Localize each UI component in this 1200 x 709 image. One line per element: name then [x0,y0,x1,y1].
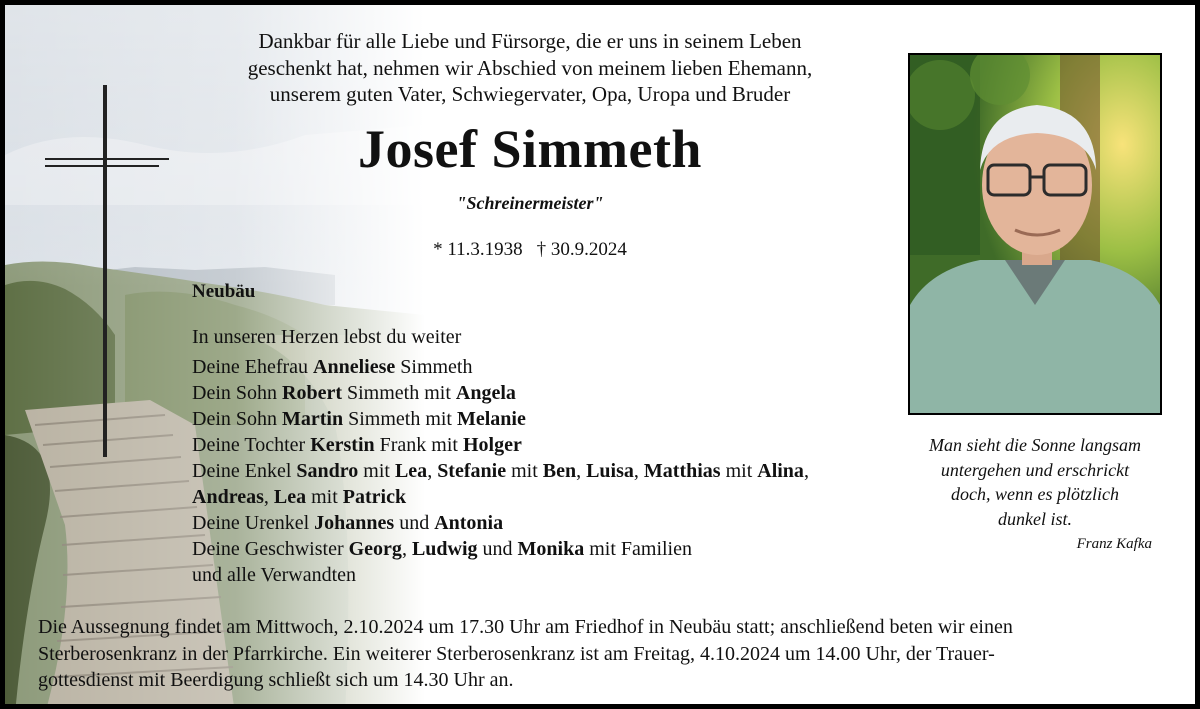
mourner-line: Deine Urenkel Johannes und Antonia [192,512,504,534]
mourner-line: Dein Sohn Robert Simmeth mit Angela [192,382,516,404]
quote-author: Franz Kafka [1076,536,1152,552]
mourner-line: Deine Enkel Sandro mit Lea, Stefanie mit Ben, Luisa, Matthias mit Alina, [192,460,809,482]
deceased-name: Josef Simmeth [358,119,702,179]
birth-date: * 11.3.1938 [433,239,523,260]
motto: In unseren Herzen lebst du weiter [192,326,462,348]
mourner-line: Deine Ehefrau Anneliese Simmeth [192,356,473,378]
mourner-line: Dein Sohn Martin Simmeth mit Melanie [192,408,526,430]
mourners-list [192,324,912,588]
mourner-line: Andreas, Lea mit Patrick [192,486,407,508]
life-dates [205,239,855,261]
place-name: Neubäu [192,281,256,302]
occupation-title: "Schreinermeister" [456,193,604,213]
mourner-line: Deine Geschwister Georg, Ludwig und Monika mit Familien [192,538,692,560]
quote: Man sieht die Sonne langsam untergehen und erschrickt doch, wenn es plötzlich dunkel ist. [929,435,1141,529]
death-date: † 30.9.2024 [536,239,627,260]
portrait-photo [908,53,1162,415]
mourner-line: und alle Verwandten [192,564,357,586]
intro-text: Dankbar für alle Liebe und Fürsorge, die er uns in seinem Leben geschenkt hat, nehmen wir Abschied von meinem lieben Ehemann, unserem guten Vater, Schwiegervater, Opa, Uropa und Bruder [247,29,813,106]
funeral-notice: Die Aussegnung findet am Mittwoch, 2.10.2024 um 17.30 Uhr am Friedhof in Neubäu statt; anschließend beten wir einen Sterberosenkranz in der Pfarrkirche. Ein weiterer Sterberosenkranz ist am Freitag, 4.10.2024 um 14.00 Uhr, der Trauer- gottesdienst mit Beerdigung schließt sich um 14.30 Uhr an. [38,616,1013,691]
mourner-line: Deine Tochter Kerstin Frank mit Holger [192,434,522,456]
